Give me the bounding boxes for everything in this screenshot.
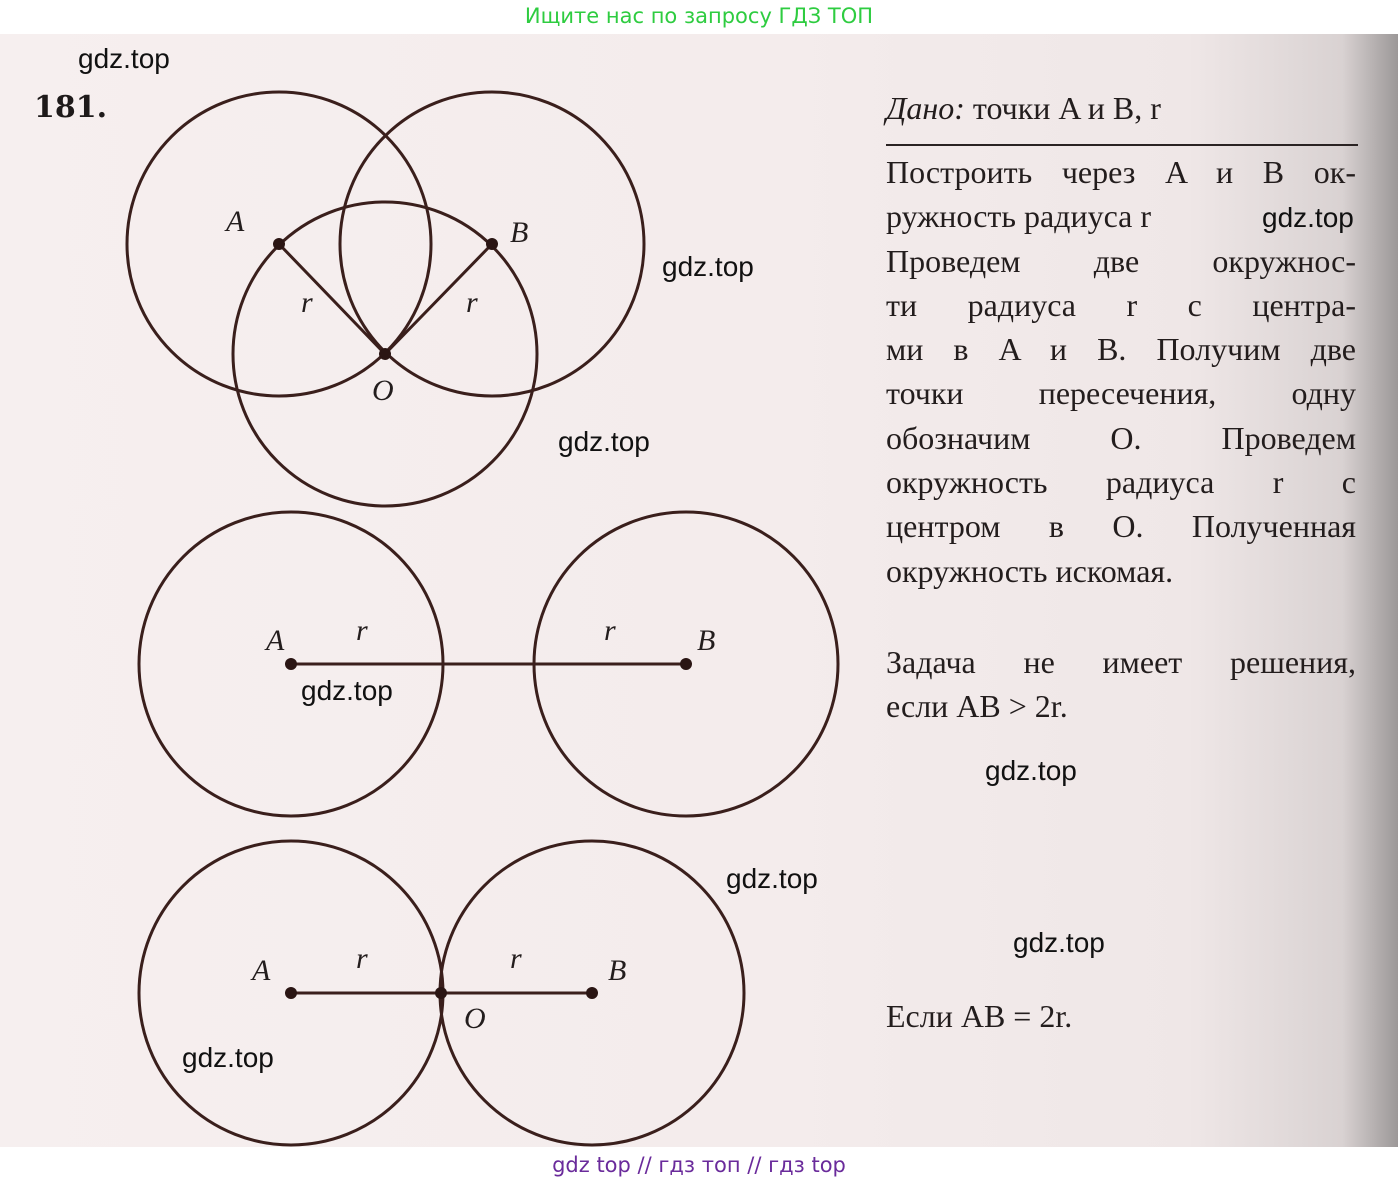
figure1-label-b: B <box>510 216 529 249</box>
figure3-label-r-right: r <box>510 942 522 975</box>
figure3-point-b <box>586 987 598 999</box>
bottom-banner: gdz top // гдз топ // гдз top <box>552 1153 846 1177</box>
figure1-label-a: A <box>226 205 245 238</box>
figure1-label-r-right: r <box>466 286 478 319</box>
figure1-point-o <box>379 348 391 360</box>
figure3-label-a: A <box>252 954 271 987</box>
given-statement <box>886 90 1356 127</box>
figure2-label-b: B <box>697 624 716 657</box>
figure3-label-b: B <box>608 954 627 987</box>
solution-line: Построить через A и B ок- <box>886 154 1356 190</box>
problem-number: 181. <box>34 90 108 125</box>
solution-line: Проведем две окружнос- <box>886 242 1356 279</box>
watermark: gdz.top <box>985 755 1077 786</box>
watermark: gdz.top <box>558 426 650 457</box>
figure2-point-b <box>680 658 692 670</box>
solution-line: центром в O. Полученная <box>886 508 1356 545</box>
solution-line: точки пересечения, одну <box>886 375 1356 412</box>
solution-line: обозначим O. Проведем <box>886 419 1356 456</box>
figure1-point-b <box>486 238 498 250</box>
given-divider <box>886 144 1358 146</box>
no-solution-paragraph <box>886 640 1356 728</box>
no-solution-line: Задача не имеет решения, <box>886 644 1356 680</box>
solution-line: окружность искомая. <box>886 552 1174 589</box>
watermark: gdz.top <box>726 863 818 894</box>
no-solution-line: если AB > 2r. <box>886 688 1068 724</box>
watermark: gdz.top <box>301 675 393 706</box>
figure3-label-r-left: r <box>356 942 368 975</box>
watermark: gdz.top <box>662 251 754 282</box>
figure2-label-a: A <box>266 624 285 657</box>
equal-case-line: Если AB = 2r. <box>886 998 1073 1034</box>
watermark: gdz.top <box>78 43 170 74</box>
figure2-point-a <box>285 658 297 670</box>
given-label: Дано: <box>886 90 965 126</box>
equal-case-paragraph <box>886 994 1356 1038</box>
solution-line: ми в A и B. Получим две <box>886 331 1356 368</box>
figure3-point-a <box>285 987 297 999</box>
watermark: gdz.top <box>1013 927 1105 958</box>
figure1-radius-ao <box>279 244 385 354</box>
figure1-label-r-left: r <box>301 286 313 319</box>
figure2-label-r-right: r <box>604 614 616 647</box>
watermark: gdz.top <box>182 1042 274 1073</box>
figure1-label-o: O <box>372 374 394 407</box>
top-banner: Ищите нас по запросу ГДЗ ТОП <box>524 4 874 28</box>
solution-line: ружность радиуса r <box>886 198 1152 235</box>
figure2-label-r-left: r <box>356 614 368 647</box>
figure1-point-a <box>273 238 285 250</box>
watermark: gdz.top <box>1262 202 1354 233</box>
textbook-scan <box>0 34 1398 1147</box>
figure3-point-o <box>435 987 447 999</box>
solution-line: ти радиуса r с центра- <box>886 286 1356 323</box>
solution-line: окружность радиуса r с <box>886 464 1356 501</box>
figure3-label-o: O <box>464 1002 486 1035</box>
given-text: точки A и B, r <box>972 90 1161 126</box>
